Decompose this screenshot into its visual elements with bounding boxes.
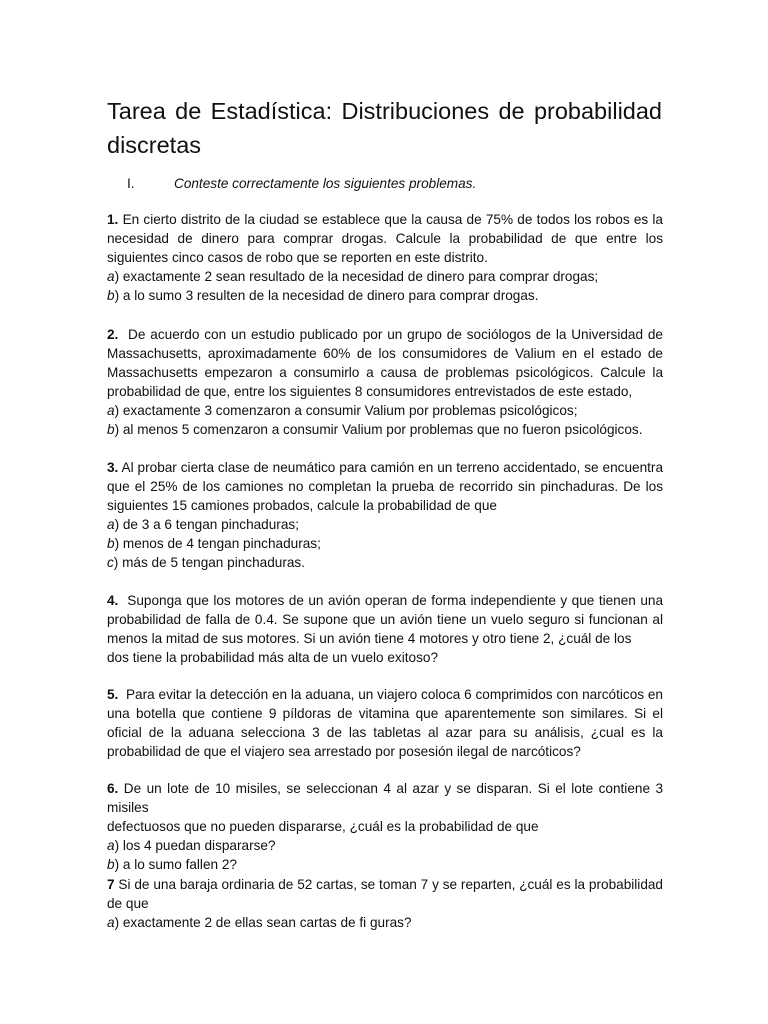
question-6 bbox=[107, 779, 663, 874]
question-number: 7 bbox=[107, 877, 115, 892]
question-line: probabilidad de que el viajero sea arrestado por posesión ilegal de narcóticos? bbox=[107, 744, 581, 759]
section-instruction: Conteste correctamente los siguientes problemas. bbox=[174, 176, 477, 191]
question-line: una botella que contiene 9 píldoras de vitamina que aparentemente son similares. Si el bbox=[107, 706, 663, 721]
question-5 bbox=[107, 685, 663, 761]
question-part-b: b) a lo sumo 3 resulten de la necesidad de dinero para comprar drogas. bbox=[107, 288, 539, 303]
question-line: que el 25% de los camiones no completan la prueba de recorrido sin pinchaduras. De los bbox=[107, 479, 663, 494]
section-heading bbox=[127, 174, 476, 194]
question-part-a: a) de 3 a 6 tengan pinchaduras; bbox=[107, 517, 299, 532]
question-part-c: c) más de 5 tengan pinchaduras. bbox=[107, 555, 305, 570]
question-line: dos tiene la probabilidad más alta de un vuelo exitoso? bbox=[107, 650, 439, 665]
question-line: Massachusetts, aproximadamente 60% de los consumidores de Valium en el estado de bbox=[107, 346, 663, 361]
question-part-b: b) menos de 4 tengan pinchaduras; bbox=[107, 536, 321, 551]
question-1 bbox=[107, 210, 663, 305]
question-number: 2. bbox=[107, 327, 119, 342]
question-number: 6. bbox=[107, 781, 119, 796]
question-line: defectuosos que no pueden dispararse, ¿cuál es la probabilidad de que bbox=[107, 819, 539, 834]
question-7 bbox=[107, 875, 663, 932]
question-4 bbox=[107, 591, 663, 667]
question-line: Massachusetts empezaron a consumirlo a causa de problemas psicológicos. Calcule la bbox=[107, 365, 663, 380]
question-line: menos la mitad de sus motores. Si un avión tiene 4 motores y otro tiene 2, ¿cuál de los bbox=[107, 631, 632, 646]
question-line: probabilidad de falla de 0.4. Se supone que un avión tiene un vuelo seguro si funcionan al bbox=[107, 612, 663, 627]
section-number: I. bbox=[127, 176, 135, 191]
question-line: 3. Al probar cierta clase de neumático para camión en un terreno accidentado, se encuentra bbox=[107, 460, 664, 475]
question-line: 5. Para evitar la detección en la aduana, un viajero coloca 6 comprimidos con narcóticos en bbox=[107, 687, 663, 702]
question-2 bbox=[107, 325, 663, 439]
question-line: siguientes cinco casos de robo que se reporten en este distrito. bbox=[107, 250, 488, 265]
question-part-a: a) exactamente 2 de ellas sean cartas de fi guras? bbox=[107, 915, 412, 930]
question-line: de que bbox=[107, 896, 149, 911]
question-3 bbox=[107, 458, 663, 572]
question-number: 3. bbox=[107, 460, 119, 475]
question-line: 7 Si de una baraja ordinaria de 52 cartas, se toman 7 y se reparten, ¿cuál es la probabilidad bbox=[107, 877, 663, 892]
question-line: probabilidad de que, entre los siguientes 8 consumidores entrevistados de este estado, bbox=[107, 384, 633, 399]
question-part-a: a) exactamente 2 sean resultado de la necesidad de dinero para comprar drogas; bbox=[107, 269, 599, 284]
question-part-a: a) los 4 puedan dispararse? bbox=[107, 838, 276, 853]
question-line: siguientes 15 camiones probados, calcule la probabilidad de que bbox=[107, 498, 497, 513]
question-line: 1. En cierto distrito de la ciudad se establece que la causa de 75% de todos los robos es la bbox=[107, 212, 663, 227]
question-line: 2. De acuerdo con un estudio publicado por un grupo de sociólogos de la Universidad de bbox=[107, 327, 663, 342]
question-number: 5. bbox=[107, 687, 119, 702]
question-number: 1. bbox=[107, 212, 119, 227]
page-title: Tarea de Estadística: Distribuciones de probabilidad discretas bbox=[107, 98, 662, 158]
question-part-a: a) exactamente 3 comenzaron a consumir Valium por problemas psicológicos; bbox=[107, 403, 578, 418]
question-line: 4. Suponga que los motores de un avión operan de forma independiente y que tienen una bbox=[107, 593, 664, 608]
question-line: oficial de la aduana selecciona 3 de las tabletas al azar para su análisis, ¿cual es la bbox=[107, 725, 663, 740]
question-part-b: b) a lo sumo fallen 2? bbox=[107, 857, 237, 872]
question-line: necesidad de dinero para comprar drogas. Calcule la probabilidad de que entre los bbox=[107, 231, 663, 246]
question-part-b: b) al menos 5 comenzaron a consumir Valium por problemas que no fueron psicológicos. bbox=[107, 422, 643, 437]
question-line: 6. De un lote de 10 misiles, se seleccionan 4 al azar y se disparan. Si el lote contiene 3 misiles bbox=[107, 781, 663, 815]
question-number: 4. bbox=[107, 593, 119, 608]
